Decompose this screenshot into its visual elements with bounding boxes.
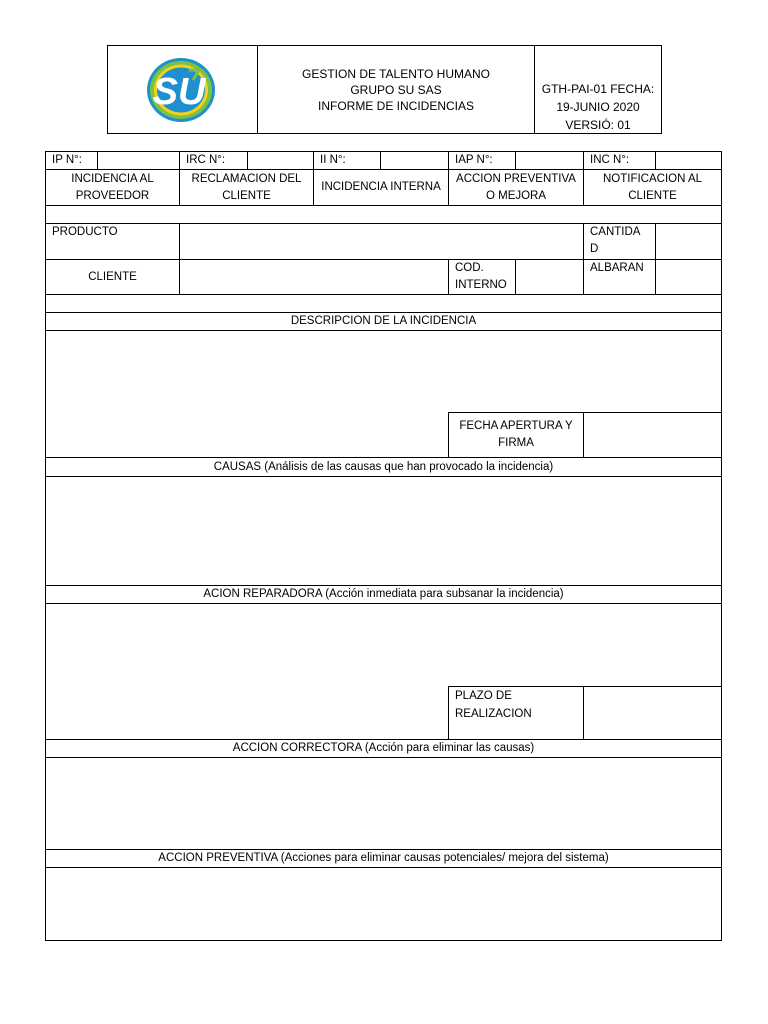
ip-number-field[interactable] [98, 152, 179, 169]
inc-number-field[interactable] [656, 152, 721, 169]
correctora-field[interactable] [46, 758, 721, 849]
spacer-row [46, 295, 721, 312]
fecha-apertura-field[interactable] [584, 413, 721, 457]
type-incidencia-interna[interactable] [314, 170, 448, 205]
type-label-line-2: CLIENTE [628, 189, 677, 202]
fecha-label-line-2: FIRMA [498, 437, 534, 449]
preventiva-field[interactable] [46, 868, 721, 940]
code-line-1: GTH-PAI-01 FECHA: [541, 82, 655, 96]
albaran-label: ALBARAN [590, 262, 644, 274]
document-code [535, 80, 661, 134]
type-label-line-1: INCIDENCIA AL [71, 172, 154, 185]
company-logo [145, 56, 217, 124]
type-label-line-2: CLIENTE [222, 189, 271, 202]
preventiva-heading: ACCION PREVENTIVA (Acciones para eliminar causas potenciales/ mejora del sistema) [158, 852, 609, 864]
type-notificacion-cliente[interactable] [584, 170, 721, 205]
plazo-label-line-1: PLAZO DE [455, 690, 512, 702]
descripcion-heading: DESCRIPCION DE LA INCIDENCIA [290, 315, 477, 327]
albaran-field[interactable] [656, 260, 721, 294]
reparadora-field-lower[interactable] [46, 687, 448, 739]
causas-heading: CAUSAS (Análisis de las causas que han provocado la incidencia) [213, 460, 554, 473]
title-line-2: GRUPO SU SAS [350, 83, 442, 97]
code-line-2: 19-JUNIO 2020 [556, 100, 640, 114]
ii-number-label: II N°: [320, 154, 346, 166]
type-label-line-1: INCIDENCIA INTERNA [321, 181, 441, 193]
cliente-label: CLIENTE [88, 270, 137, 283]
type-label-line-2: O MEJORA [485, 189, 547, 202]
producto-label: PRODUCTO [52, 226, 118, 238]
type-label-line-1: NOTIFICACION AL [602, 172, 703, 185]
reparadora-heading: ACION REPARADORA (Acción inmediata para subsanar la incidencia) [203, 588, 564, 600]
ip-number-label: IP N°: [52, 154, 82, 166]
cantidad-label-line-2: D [590, 243, 599, 255]
type-label-line-2: PROVEEDOR [75, 189, 150, 202]
cantidad-label [584, 224, 655, 259]
plazo-field[interactable] [584, 687, 721, 739]
producto-field[interactable] [180, 224, 583, 259]
irc-number-label: IRC N°: [186, 154, 226, 166]
irc-number-field[interactable] [248, 152, 313, 169]
title-line-1: GESTION DE TALENTO HUMANO [301, 67, 491, 81]
ii-number-field[interactable] [381, 152, 448, 169]
iap-number-field[interactable] [516, 152, 583, 169]
plazo-label [449, 687, 583, 739]
causas-field[interactable] [46, 477, 721, 585]
cantidad-label-line-1: CANTIDA [590, 226, 641, 238]
cod-interno-field[interactable] [516, 260, 583, 294]
fecha-label-line-1: FECHA APERTURA Y [459, 420, 573, 432]
plazo-label-line-2: REALIZACION [455, 708, 532, 720]
type-incidencia-proveedor[interactable] [46, 170, 179, 205]
type-accion-preventiva[interactable] [449, 170, 583, 205]
cod-label-line-1: COD. [455, 262, 484, 274]
correctora-heading: ACCION CORRECTORA (Acción para eliminar las causas) [232, 742, 535, 754]
reparadora-field[interactable] [46, 604, 721, 686]
cantidad-field[interactable] [656, 224, 721, 259]
type-label-line-1: ACCION PREVENTIVA [456, 172, 576, 185]
cod-interno-label [449, 260, 515, 294]
cliente-field[interactable] [180, 260, 448, 294]
logo-text: SU [152, 71, 206, 113]
type-reclamacion-cliente[interactable] [180, 170, 313, 205]
code-line-3: VERSIÓ: 01 [565, 118, 631, 132]
cod-label-line-2: INTERNO [455, 279, 507, 291]
fecha-apertura-label [449, 413, 583, 457]
spacer-row [46, 206, 721, 223]
descripcion-field-lower[interactable] [46, 413, 448, 457]
inc-number-label: INC N°: [590, 154, 630, 166]
type-label-line-1: RECLAMACION DEL [191, 172, 302, 185]
document-title [258, 63, 534, 117]
title-line-3: INFORME DE INCIDENCIAS [317, 99, 474, 113]
descripcion-field[interactable] [46, 331, 721, 412]
iap-number-label: IAP N°: [455, 154, 493, 166]
